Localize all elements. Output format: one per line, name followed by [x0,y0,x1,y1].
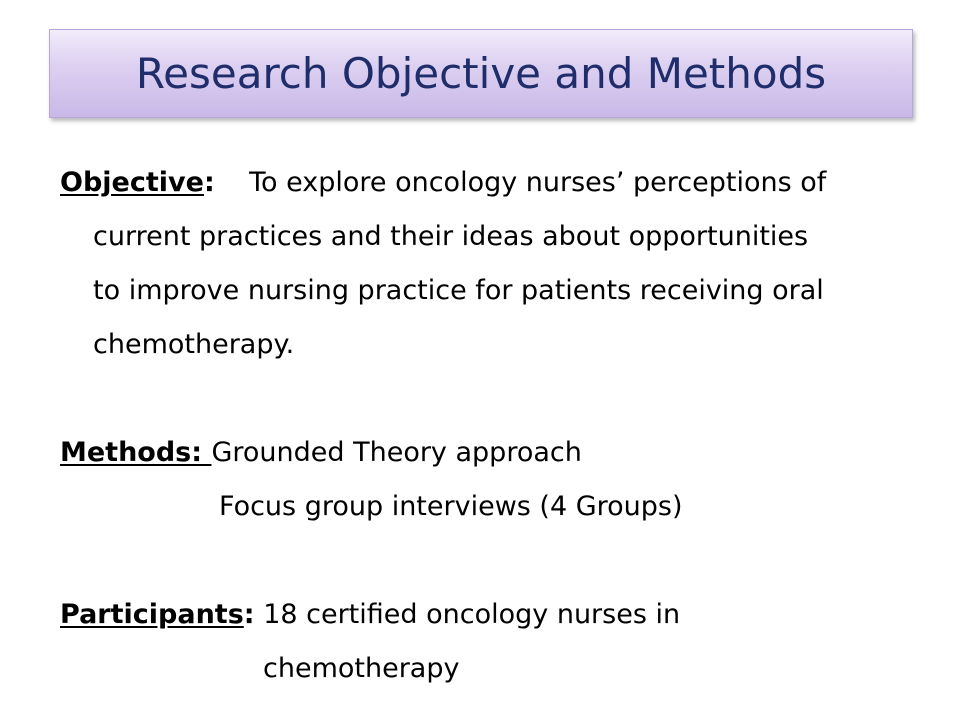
participants-text-line2: chemotherapy [263,653,460,684]
participants-colon: : [243,599,255,630]
slide-body [60,156,920,696]
participants-text-line1: 18 certified oncology nurses in [263,599,681,630]
objective-text-line3: to improve nursing practice for patients receiving oral [93,275,824,306]
participants-line [60,588,920,642]
objective-label: Objective [60,167,204,198]
objective-text-line4: chemotherapy. [93,329,295,360]
methods-line2 [60,480,920,534]
participants-label: Participants [60,599,244,630]
methods-line [60,426,920,480]
spacer [60,372,920,426]
methods-item1: Grounded Theory approach [211,437,582,468]
objective-colon: : [203,167,215,198]
objective-paragraph [60,156,920,372]
objective-text-line1: To explore oncology nurses’ perceptions of [249,167,827,198]
objective-text-line2: current practices and their ideas about opportunities [93,221,809,252]
methods-item2: Focus group interviews (4 Groups) [219,491,683,522]
slide-title: Research Objective and Methods [135,49,827,98]
participants-line2 [60,642,920,696]
methods-label: Methods: [60,437,212,468]
title-box [49,29,913,118]
spacer [60,534,920,588]
